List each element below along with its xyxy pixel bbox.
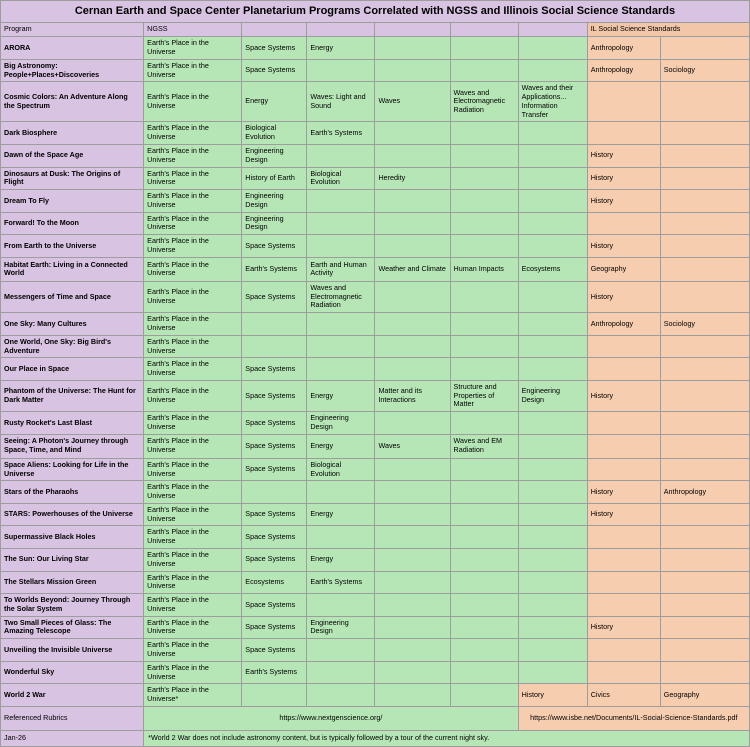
ngss-cell: Matter and its Interactions (375, 380, 450, 411)
il-standards-link[interactable]: https://www.isbe.net/Documents/IL-Social-Science-Standards.pdf (518, 706, 749, 730)
ngss-cell: Space Systems (242, 59, 307, 82)
il-cell (660, 82, 749, 122)
header-ngss-3 (307, 23, 375, 37)
table-row (1, 434, 750, 458)
header-ngss-6 (518, 23, 587, 37)
ngss-cell: Earth's Place in the Universe (144, 526, 242, 549)
ngss-cell: Space Systems (242, 235, 307, 258)
ngss-cell (518, 167, 587, 190)
note-row (1, 730, 750, 746)
il-cell (660, 281, 749, 312)
ngss-cell: Earth's Place in the Universe (144, 412, 242, 435)
ngss-cell: Earth's Place in the Universe (144, 212, 242, 235)
ngss-link[interactable]: https://www.nextgenscience.org/ (144, 706, 518, 730)
ngss-cell: Heredity (375, 167, 450, 190)
ngss-cell (450, 212, 518, 235)
ngss-cell (307, 235, 375, 258)
ngss-cell: Earth's Place in the Universe (144, 661, 242, 684)
ngss-cell: Earth's Place in the Universe (144, 235, 242, 258)
table-row (1, 481, 750, 504)
il-cell: Civics (587, 684, 660, 707)
il-cell (660, 145, 749, 168)
ngss-cell (242, 481, 307, 504)
ngss-cell (518, 434, 587, 458)
header-ngss-5 (450, 23, 518, 37)
ngss-cell: Earth's Place in the Universe (144, 616, 242, 639)
ngss-cell (518, 59, 587, 82)
ngss-cell (307, 59, 375, 82)
ngss-cell (307, 212, 375, 235)
il-cell (660, 594, 749, 617)
ngss-cell (450, 145, 518, 168)
ngss-cell (518, 549, 587, 572)
program-name: Our Place in Space (1, 358, 144, 381)
program-name: Supermassive Black Holes (1, 526, 144, 549)
il-cell: History (587, 503, 660, 526)
ngss-cell (450, 458, 518, 481)
ngss-cell: Earth's Place in the Universe (144, 145, 242, 168)
ngss-cell: Earth's Place in the Universe (144, 481, 242, 504)
ngss-cell: Earth's Place in the Universe (144, 458, 242, 481)
il-cell (587, 661, 660, 684)
ngss-cell: Earth's Place in the Universe (144, 549, 242, 572)
il-cell (660, 434, 749, 458)
ngss-cell (375, 503, 450, 526)
program-name: Dawn of the Space Age (1, 145, 144, 168)
ngss-cell: Earth's Place in the Universe (144, 281, 242, 312)
il-cell (587, 639, 660, 662)
il-cell (660, 412, 749, 435)
il-cell: History (518, 684, 587, 707)
ngss-cell: Waves (375, 82, 450, 122)
ngss-cell: Energy (307, 37, 375, 60)
ngss-cell (450, 661, 518, 684)
ngss-cell: Energy (307, 380, 375, 411)
ngss-cell (307, 145, 375, 168)
il-cell (660, 37, 749, 60)
ngss-cell (450, 503, 518, 526)
ngss-cell (518, 571, 587, 594)
ngss-cell: Engineering Design (242, 212, 307, 235)
table-row (1, 281, 750, 312)
ngss-cell: Weather and Climate (375, 257, 450, 281)
ngss-cell: Earth's Place in the Universe* (144, 684, 242, 707)
ngss-cell (450, 59, 518, 82)
table-body (1, 1, 750, 747)
ngss-cell: Human Impacts (450, 257, 518, 281)
il-cell: History (587, 167, 660, 190)
table-row (1, 190, 750, 213)
header-il-standards: IL Social Science Standards (587, 23, 749, 37)
il-cell (660, 458, 749, 481)
il-cell: History (587, 145, 660, 168)
il-cell (660, 235, 749, 258)
program-name: Messengers of Time and Space (1, 281, 144, 312)
il-cell (587, 434, 660, 458)
ngss-cell: Engineering Design (518, 380, 587, 411)
table-row (1, 594, 750, 617)
il-cell (660, 571, 749, 594)
ngss-cell (450, 122, 518, 145)
il-cell (660, 549, 749, 572)
ngss-cell: Earth's Place in the Universe (144, 571, 242, 594)
ngss-cell: Earth's Systems (307, 571, 375, 594)
ngss-cell (307, 639, 375, 662)
ngss-cell: Engineering Design (307, 412, 375, 435)
program-name: To Worlds Beyond: Journey Through the Solar System (1, 594, 144, 617)
ngss-cell (375, 412, 450, 435)
program-name: Dream To Fly (1, 190, 144, 213)
table-row (1, 526, 750, 549)
program-name: Rusty Rocket's Last Blast (1, 412, 144, 435)
ngss-cell (307, 526, 375, 549)
footer-row (1, 706, 750, 730)
ngss-cell: Earth's Place in the Universe (144, 335, 242, 358)
ngss-cell: Space Systems (242, 434, 307, 458)
ngss-cell: Earth's Place in the Universe (144, 313, 242, 336)
ngss-cell (450, 313, 518, 336)
ngss-cell (375, 639, 450, 662)
ngss-cell (518, 190, 587, 213)
ngss-cell: Structure and Properties of Matter (450, 380, 518, 411)
program-name: Space Aliens: Looking for Life in the Universe (1, 458, 144, 481)
ngss-cell: Engineering Design (242, 145, 307, 168)
ngss-cell (375, 145, 450, 168)
table-row (1, 639, 750, 662)
ngss-cell: Biological Evolution (242, 122, 307, 145)
ngss-cell (375, 526, 450, 549)
ngss-cell (242, 313, 307, 336)
ngss-cell: Space Systems (242, 37, 307, 60)
ngss-cell: Biological Evolution (307, 167, 375, 190)
program-name: One Sky: Many Cultures (1, 313, 144, 336)
ngss-cell: Space Systems (242, 616, 307, 639)
ngss-cell: Earth's Place in the Universe (144, 82, 242, 122)
program-name: The Stellars Mission Green (1, 571, 144, 594)
program-name: Two Small Pieces of Glass: The Amazing Telescope (1, 616, 144, 639)
il-cell: History (587, 616, 660, 639)
il-cell (660, 639, 749, 662)
ngss-cell (307, 661, 375, 684)
ngss-cell (375, 335, 450, 358)
ngss-cell: Earth's Place in the Universe (144, 358, 242, 381)
program-name: Wonderful Sky (1, 661, 144, 684)
ngss-cell: Earth's Place in the Universe (144, 37, 242, 60)
ngss-cell (375, 571, 450, 594)
il-cell: Geography (660, 684, 749, 707)
ngss-cell (518, 639, 587, 662)
ngss-cell (307, 684, 375, 707)
il-cell: Anthropology (587, 59, 660, 82)
ngss-cell (518, 358, 587, 381)
il-cell (587, 594, 660, 617)
ngss-cell: Earth and Human Activity (307, 257, 375, 281)
program-name: The Sun: Our Living Star (1, 549, 144, 572)
table-row (1, 313, 750, 336)
ngss-cell (450, 335, 518, 358)
page-title: Cernan Earth and Space Center Planetarium Programs Correlated with NGSS and Illinois Social Science Standards (1, 1, 750, 23)
il-cell (587, 82, 660, 122)
ngss-cell: Waves and Electromagnetic Radiation (450, 82, 518, 122)
ngss-cell (450, 639, 518, 662)
il-cell: Anthropology (660, 481, 749, 504)
il-cell: History (587, 235, 660, 258)
ngss-cell (307, 358, 375, 381)
program-name: One World, One Sky: Big Bird's Adventure (1, 335, 144, 358)
il-cell (660, 616, 749, 639)
table-row (1, 59, 750, 82)
program-name: Unveiling the Invisible Universe (1, 639, 144, 662)
ngss-cell: Energy (307, 503, 375, 526)
table-row (1, 549, 750, 572)
ngss-cell: Earth's Place in the Universe (144, 59, 242, 82)
ngss-cell (375, 37, 450, 60)
header-program: Program (1, 23, 144, 37)
ngss-cell: Waves: Light and Sound (307, 82, 375, 122)
il-cell: Anthropology (587, 313, 660, 336)
ngss-cell: Waves and Electromagnetic Radiation (307, 281, 375, 312)
ngss-cell: Earth's Systems (242, 257, 307, 281)
ngss-cell: Engineering Design (307, 616, 375, 639)
ngss-cell (518, 335, 587, 358)
ngss-cell: Ecosystems (518, 257, 587, 281)
header-row (1, 23, 750, 37)
ngss-cell: Space Systems (242, 503, 307, 526)
table-row (1, 235, 750, 258)
ngss-cell (450, 616, 518, 639)
ngss-cell (307, 594, 375, 617)
il-cell (587, 335, 660, 358)
ngss-cell (518, 235, 587, 258)
il-cell (660, 661, 749, 684)
revision-date: Jan-26 (1, 730, 144, 746)
il-cell (587, 571, 660, 594)
ngss-cell: Energy (242, 82, 307, 122)
ngss-cell: Earth's Place in the Universe (144, 257, 242, 281)
ngss-cell: Earth's Systems (242, 661, 307, 684)
ngss-cell (518, 503, 587, 526)
table-row (1, 212, 750, 235)
il-cell: History (587, 281, 660, 312)
ngss-cell: Earth's Place in the Universe (144, 122, 242, 145)
ngss-cell (375, 122, 450, 145)
il-cell (587, 526, 660, 549)
ngss-cell: Space Systems (242, 358, 307, 381)
ngss-cell: Space Systems (242, 594, 307, 617)
il-cell: Geography (587, 257, 660, 281)
ngss-cell (518, 526, 587, 549)
ngss-cell (518, 122, 587, 145)
ngss-cell (518, 594, 587, 617)
ngss-cell: Earth's Place in the Universe (144, 190, 242, 213)
il-cell: Anthropology (587, 37, 660, 60)
ngss-cell: Space Systems (242, 458, 307, 481)
ngss-cell: Engineering Design (242, 190, 307, 213)
ngss-cell (450, 167, 518, 190)
program-name: Stars of the Pharaohs (1, 481, 144, 504)
ngss-cell (242, 684, 307, 707)
program-name: Habitat Earth: Living in a Connected World (1, 257, 144, 281)
header-ngss: NGSS (144, 23, 242, 37)
ngss-cell (375, 684, 450, 707)
ngss-cell (375, 190, 450, 213)
il-cell: Sociology (660, 313, 749, 336)
ngss-cell (375, 549, 450, 572)
ngss-cell (518, 412, 587, 435)
ngss-cell: Earth's Place in the Universe (144, 639, 242, 662)
program-name: ARORA (1, 37, 144, 60)
ngss-cell (450, 481, 518, 504)
ngss-cell: History of Earth (242, 167, 307, 190)
ngss-cell (307, 190, 375, 213)
il-cell (660, 526, 749, 549)
ngss-cell (242, 335, 307, 358)
ngss-cell (518, 281, 587, 312)
program-name: Forward! To the Moon (1, 212, 144, 235)
il-cell (587, 549, 660, 572)
ngss-cell (450, 684, 518, 707)
ngss-cell: Waves (375, 434, 450, 458)
program-name: Dinosaurs at Dusk: The Origins of Flight (1, 167, 144, 190)
ngss-cell (518, 481, 587, 504)
ngss-cell (518, 661, 587, 684)
ngss-cell (518, 37, 587, 60)
il-cell: History (587, 380, 660, 411)
ngss-cell (518, 458, 587, 481)
referenced-rubrics-label: Referenced Rubrics (1, 706, 144, 730)
ngss-cell (307, 481, 375, 504)
ngss-cell: Earth's Place in the Universe (144, 380, 242, 411)
ngss-cell (518, 616, 587, 639)
table-row (1, 122, 750, 145)
ngss-cell (450, 549, 518, 572)
program-name: Big Astronomy: People+Places+Discoveries (1, 59, 144, 82)
il-cell (587, 358, 660, 381)
ngss-cell (375, 458, 450, 481)
program-name: Seeing: A Photon's Journey through Space, Time, and Mind (1, 434, 144, 458)
ngss-cell: Earth's Place in the Universe (144, 594, 242, 617)
ngss-cell (307, 313, 375, 336)
il-cell: History (587, 190, 660, 213)
ngss-cell: Earth's Systems (307, 122, 375, 145)
program-name: World 2 War (1, 684, 144, 707)
ngss-cell: Energy (307, 434, 375, 458)
table-row (1, 167, 750, 190)
ngss-cell (375, 481, 450, 504)
il-cell (660, 335, 749, 358)
il-cell (587, 212, 660, 235)
ngss-cell (375, 616, 450, 639)
ngss-cell: Space Systems (242, 526, 307, 549)
ngss-cell (450, 594, 518, 617)
il-cell (587, 412, 660, 435)
il-cell (587, 122, 660, 145)
ngss-cell (375, 281, 450, 312)
ngss-cell (375, 594, 450, 617)
ngss-cell: Space Systems (242, 549, 307, 572)
il-cell (660, 358, 749, 381)
il-cell (660, 212, 749, 235)
table-row (1, 571, 750, 594)
title-row (1, 1, 750, 23)
ngss-cell (307, 335, 375, 358)
table-row (1, 358, 750, 381)
ngss-cell (375, 235, 450, 258)
table-row (1, 616, 750, 639)
program-name: Phantom of the Universe: The Hunt for Dark Matter (1, 380, 144, 411)
program-name: Dark Biosphere (1, 122, 144, 145)
table-row (1, 503, 750, 526)
table-row (1, 684, 750, 707)
ngss-cell (375, 313, 450, 336)
table-row (1, 145, 750, 168)
ngss-cell (375, 358, 450, 381)
ngss-cell: Space Systems (242, 639, 307, 662)
ngss-cell (518, 212, 587, 235)
table-row (1, 458, 750, 481)
table-row (1, 412, 750, 435)
program-name: STARS: Powerhouses of the Universe (1, 503, 144, 526)
table-row (1, 37, 750, 60)
ngss-cell: Earth's Place in the Universe (144, 434, 242, 458)
il-cell (660, 257, 749, 281)
ngss-cell (450, 412, 518, 435)
table-row (1, 257, 750, 281)
program-name: Cosmic Colors: An Adventure Along the Spectrum (1, 82, 144, 122)
il-cell (660, 167, 749, 190)
ngss-cell: Space Systems (242, 380, 307, 411)
ngss-cell (450, 37, 518, 60)
il-cell: Sociology (660, 59, 749, 82)
ngss-cell (450, 281, 518, 312)
il-cell (660, 503, 749, 526)
ngss-cell: Biological Evolution (307, 458, 375, 481)
table-row (1, 380, 750, 411)
il-cell: History (587, 481, 660, 504)
ngss-cell (518, 145, 587, 168)
ngss-cell (450, 358, 518, 381)
ngss-cell: Space Systems (242, 412, 307, 435)
table-row (1, 82, 750, 122)
ngss-cell (450, 526, 518, 549)
table-row (1, 661, 750, 684)
il-cell (660, 380, 749, 411)
footnote-text: *World 2 War does not include astronomy content, but is typically followed by a tour of the current night sky. (144, 730, 750, 746)
ngss-cell (518, 313, 587, 336)
ngss-cell: Waves and EM Radiation (450, 434, 518, 458)
table-row (1, 335, 750, 358)
ngss-cell: Earth's Place in the Universe (144, 167, 242, 190)
il-cell (660, 190, 749, 213)
ngss-cell: Space Systems (242, 281, 307, 312)
ngss-cell (450, 190, 518, 213)
ngss-cell: Earth's Place in the Universe (144, 503, 242, 526)
ngss-cell: Energy (307, 549, 375, 572)
ngss-cell (375, 59, 450, 82)
header-ngss-2 (242, 23, 307, 37)
ngss-cell: Ecosystems (242, 571, 307, 594)
program-name: From Earth to the Universe (1, 235, 144, 258)
ngss-cell (450, 235, 518, 258)
ngss-cell (375, 661, 450, 684)
il-cell (587, 458, 660, 481)
il-cell (660, 122, 749, 145)
ngss-cell (450, 571, 518, 594)
header-ngss-4 (375, 23, 450, 37)
ngss-cell (375, 212, 450, 235)
ngss-cell: Waves and their Applications... Information Transfer (518, 82, 587, 122)
